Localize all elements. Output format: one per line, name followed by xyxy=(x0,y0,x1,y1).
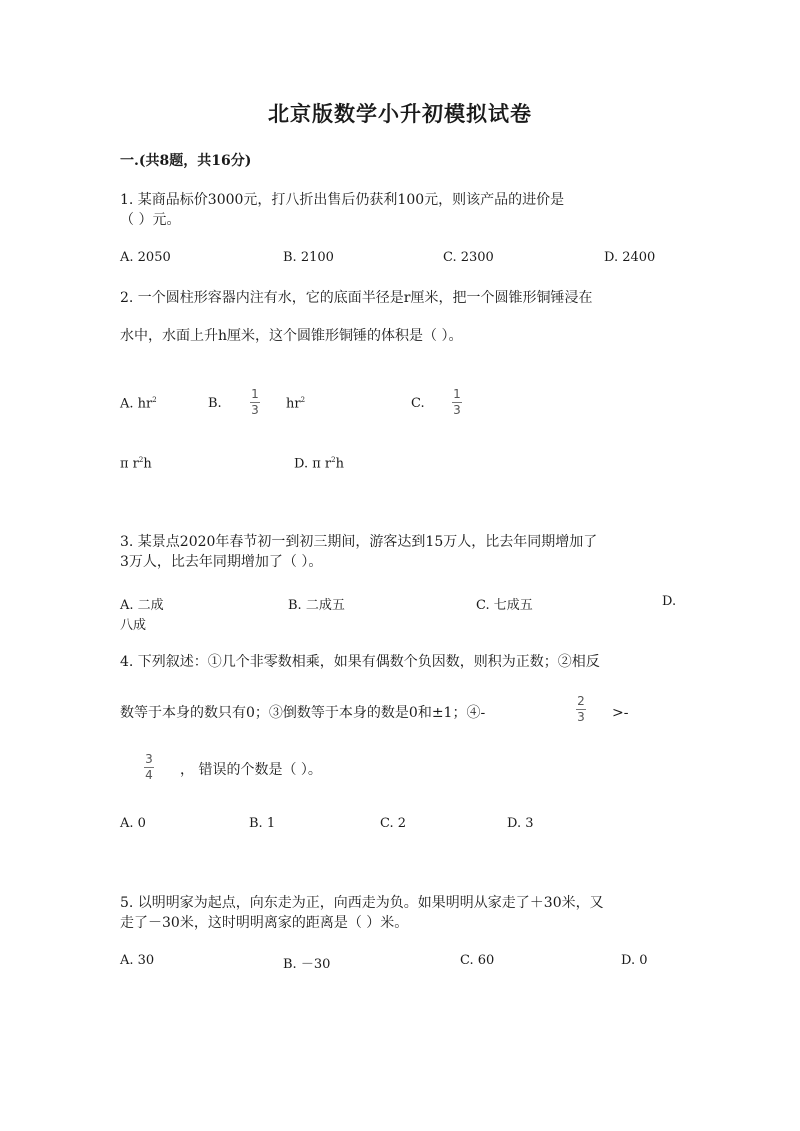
q5-stem-line1: 5. 以明明家为起点，向东走为正，向西走为负。如果明明从家走了＋30米，又 xyxy=(120,895,604,911)
q5-option-a: A. 30 xyxy=(120,953,155,968)
q3-option-d-label: D. xyxy=(662,594,677,609)
fraction-denominator: 3 xyxy=(453,403,461,417)
q2-option-d-text: D. π r xyxy=(294,456,332,472)
q2-option-c-tail xyxy=(120,456,152,471)
q2-option-d xyxy=(294,456,344,471)
q4-stem-line3: ， 错误的个数是（ ）。 xyxy=(180,762,322,778)
q4-fraction-three-quarters xyxy=(144,753,154,782)
q4-stem-line2-tail: >- xyxy=(612,705,629,721)
fraction-numerator: 3 xyxy=(145,752,153,766)
q4-option-b: B. 1 xyxy=(249,816,276,831)
q2-option-c-fraction xyxy=(452,388,462,417)
q3-option-d-text: 八成 xyxy=(120,618,147,633)
q4-stem-line1: 4. 下列叙述：①几个非零数相乘，如果有偶数个负因数，则积为正数；②相反 xyxy=(120,654,600,670)
q1-stem-line2: （ ）元。 xyxy=(120,212,181,228)
q5-option-c: C. 60 xyxy=(460,953,495,968)
q3-stem-line2: 3万人，比去年同期增加了（ ）。 xyxy=(120,554,323,570)
q4-option-c: C. 2 xyxy=(380,816,407,831)
q2-option-d-exponent: 2 xyxy=(331,456,336,464)
q2-option-a-text: A. hr xyxy=(120,396,153,412)
q2-option-b-tail xyxy=(286,396,305,411)
q4-option-d: D. 3 xyxy=(507,816,534,831)
q2-stem-line1: 2. 一个圆柱形容器内注有水，它的底面半径是r厘米，把一个圆锥形铜锤浸在 xyxy=(120,290,593,306)
q5-option-d: D. 0 xyxy=(621,953,648,968)
q1-option-c: C. 2300 xyxy=(443,250,494,265)
q2-stem-line2: 水中，水面上升h厘米，这个圆锥形铜锤的体积是（ ）。 xyxy=(120,328,463,344)
q2-option-c-exponent: 2 xyxy=(138,456,144,464)
fraction-denominator: 4 xyxy=(145,768,153,782)
q3-option-c: C. 七成五 xyxy=(476,598,533,613)
fraction-numerator: 1 xyxy=(453,387,461,401)
fraction-denominator: 3 xyxy=(577,710,585,724)
q2-option-c-tail-h: h xyxy=(143,456,152,472)
q2-option-b-exponent: 2 xyxy=(300,396,306,404)
q3-option-a: A. 二成 xyxy=(120,598,164,613)
fraction-denominator: 3 xyxy=(251,403,259,417)
q1-option-b: B. 2100 xyxy=(283,250,334,265)
q3-option-b: B. 二成五 xyxy=(288,598,345,613)
q5-option-b: B. －30 xyxy=(283,957,331,972)
q2-option-c-label: C. xyxy=(411,396,425,411)
page-title: 北京版数学小升初模拟试卷 xyxy=(268,101,532,126)
q5-stem-line2: 走了－30米，这时明明离家的距离是（ ）米。 xyxy=(120,915,409,931)
q4-fraction-two-thirds xyxy=(576,695,586,724)
q1-option-d: D. 2400 xyxy=(604,250,656,265)
q2-option-b-label: B. xyxy=(208,396,222,411)
q3-stem-line1: 3. 某景点2020年春节初一到初三期间，游客达到15万人，比去年同期增加了 xyxy=(120,534,598,550)
q2-option-b-fraction xyxy=(250,388,260,417)
fraction-numerator: 2 xyxy=(577,694,585,708)
q2-option-c-tail-text: π r xyxy=(120,456,139,472)
q2-option-d-tail: h xyxy=(335,456,344,472)
q1-stem-line1: 1. 某商品标价3000元，打八折出售后仍获利100元，则该产品的进价是 xyxy=(120,192,565,208)
q2-option-b-tail-text: hr xyxy=(286,396,301,412)
q2-option-a xyxy=(120,396,157,411)
q1-option-a: A. 2050 xyxy=(120,250,171,265)
fraction-numerator: 1 xyxy=(251,387,259,401)
q4-option-a: A. 0 xyxy=(120,816,146,831)
q4-stem-line2: 数等于本身的数只有0；③倒数等于本身的数是0和±1；④- xyxy=(120,705,486,721)
q2-option-a-exponent: 2 xyxy=(152,396,157,404)
section-heading: 一.(共8题，共16分) xyxy=(120,153,252,169)
